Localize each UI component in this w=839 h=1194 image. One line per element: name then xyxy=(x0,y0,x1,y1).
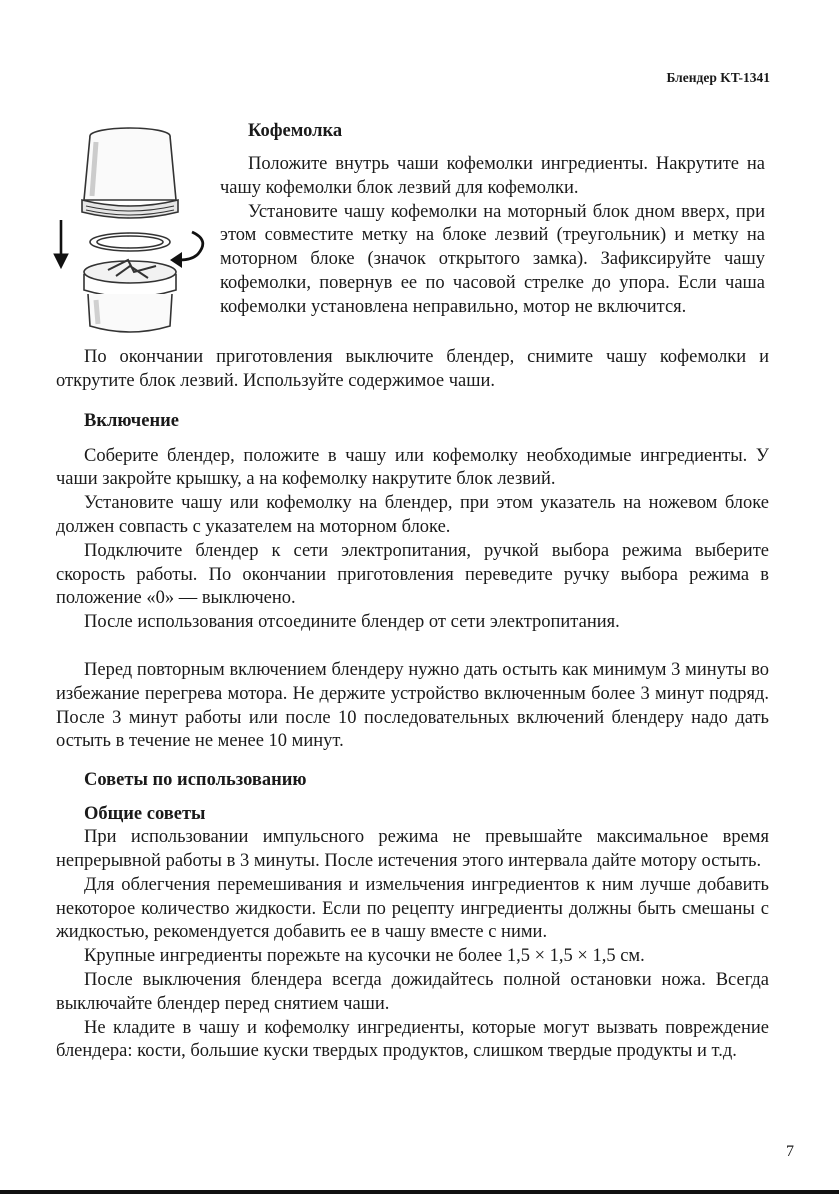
paragraph: После выключения блендера всегда дожидайтесь полной остановки ножа. Всегда выключайте блендер перед снятием чаши. xyxy=(56,969,769,1014)
paragraph: По окончании приготовления выключите блендер, снимите чашу кофемолки и открутите блок лезвий. Используйте содержимое чаши. xyxy=(56,347,769,391)
sealing-ring-drawing xyxy=(90,233,170,251)
paragraph: Соберите блендер, положите в чашу или кофемолку необходимые ингредиенты. У чаши закройте крышку, а на кофемолку накрутите блок лезвий. xyxy=(56,445,769,490)
grinder-cup-drawing xyxy=(82,128,178,218)
subsection-heading-general-tips: Общие советы xyxy=(84,804,206,825)
page-number: 7 xyxy=(786,1143,794,1160)
section-heading-switching-on: Включение xyxy=(84,410,179,431)
coffee-grinder-assembly-illustration xyxy=(52,120,212,350)
blade-unit-drawing xyxy=(84,260,176,332)
paragraph: Для облегчения перемешивания и измельчения ингредиентов к ним лучше добавить некоторое количество жидкости. Если по рецепту ингредиенты должны быть смешаны с жидкостью, рекомендуется добавить ее в чашу вместе с ними. xyxy=(56,874,769,943)
paragraph: Крупные ингредиенты порежьте на кусочки не более 1,5 × 1,5 × 1,5 см. xyxy=(84,946,645,967)
main-text-column xyxy=(56,346,769,1064)
paragraph: Установите чашу кофемолки на моторный блок дном вверх, при этом совместите метку на блоке лезвий (треугольник) и метку на моторном блоке (значок открытого замка). Зафиксируйте чашу кофемолки, повернув ее по часовой стрелке до упора. Если чаша кофемолки установлена неправильно, мотор не включится. xyxy=(220,201,765,317)
paragraph: Установите чашу или кофемолку на блендер, при этом указатель на ножевом блоке должен совпасть с указателем на моторном блоке. xyxy=(56,493,769,537)
section-heading-coffee-grinder: Кофемолка xyxy=(248,121,343,141)
paragraph: Перед повторным включением блендеру нужно дать остыть как минимум 3 минуты во избежание перегрева мотора. Не держите устройство включенным более 3 минут подряд. После 3 минут работы или после 10 последовательных включений блендеру надо дать остыть в течение не менее 10 минут. xyxy=(56,659,769,752)
paragraph: При использовании импульсного режима не превышайте максимальное время непрерывной работы в 3 минуты. После истечения этого интервала дайте мотору остыть. xyxy=(56,827,769,871)
paragraph: После использования отсоедините блендер от сети электропитания. xyxy=(84,612,620,633)
paragraph: Положите внутрь чаши кофемолки ингредиенты. Накрутите на чашу кофемолки блок лезвий для кофемолки. xyxy=(220,154,765,198)
paragraph: Не кладите в чашу и кофемолку ингредиенты, которые могут вызвать повреждение блендера: кости, большие куски твердых продуктов, слишком твердые продукты и т.д. xyxy=(56,1017,769,1062)
paragraph: Подключите блендер к сети электропитания, ручкой выбора режима выберите скорость работы. По окончании приготовления переведите ручку выбора режима в положение «0» — выключено. xyxy=(56,540,769,609)
rotate-clockwise-icon xyxy=(170,232,203,268)
coffee-grinder-section xyxy=(220,118,765,320)
bottom-rule xyxy=(0,1190,839,1194)
down-arrow-icon xyxy=(54,220,68,268)
section-heading-usage-tips: Советы по использованию xyxy=(84,770,307,791)
running-header: Блендер KT-1341 xyxy=(666,70,770,85)
